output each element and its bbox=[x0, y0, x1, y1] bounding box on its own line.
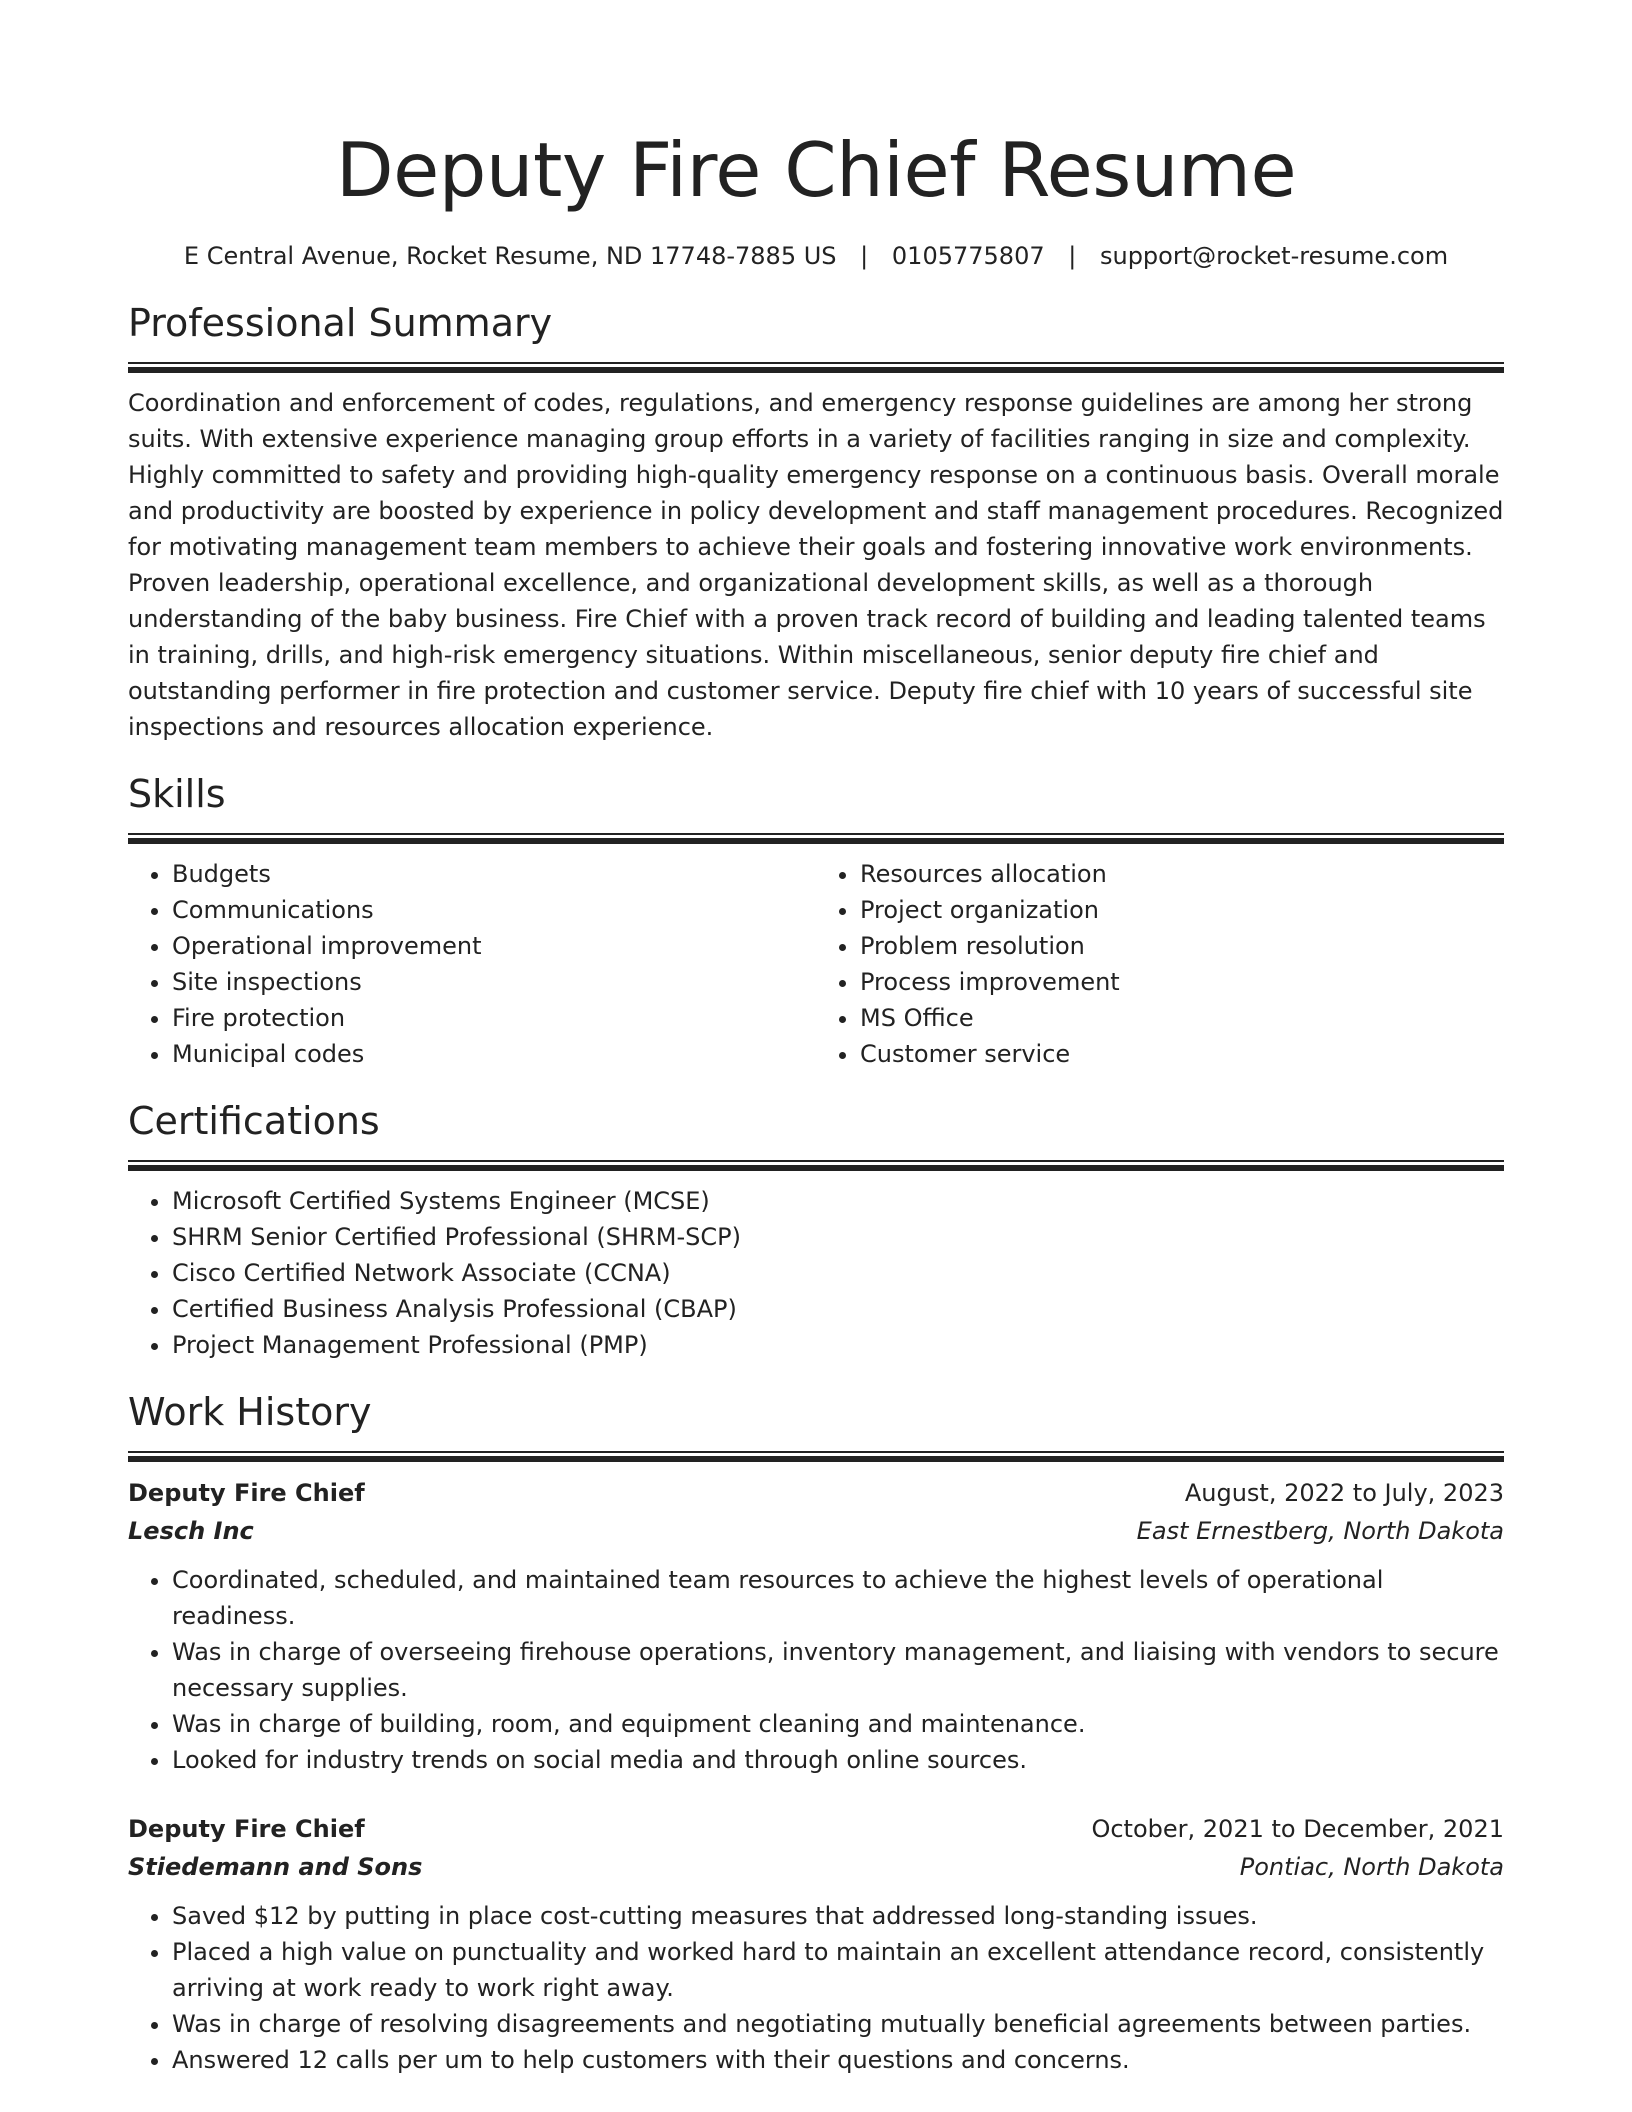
skill-item: • Process improvement bbox=[860, 964, 1504, 1000]
job-entry bbox=[128, 1810, 1504, 2078]
job-duty-item: • Placed a high value on punctuality and worked hard to maintain an excellent attendance record, consistently arriving at work ready to work right away. bbox=[172, 1934, 1504, 2006]
job-location: East Ernestberg, North Dakota bbox=[1136, 1517, 1504, 1545]
job-dates: October, 2021 to December, 2021 bbox=[1091, 1815, 1504, 1843]
section-divider bbox=[128, 362, 1504, 373]
work-history-heading: Work History bbox=[128, 1390, 372, 1434]
contact-address: E Central Avenue, Rocket Resume, ND 17748-7885 US bbox=[183, 242, 837, 270]
certification-item: • SHRM Senior Certified Professional (SHRM-SCP) bbox=[172, 1219, 1504, 1255]
job-duty-item: • Saved $12 by putting in place cost-cutting measures that addressed long-standing issues. bbox=[172, 1898, 1504, 1934]
contact-phone: 0105775807 bbox=[891, 242, 1045, 270]
contact-separator: | bbox=[860, 242, 869, 270]
job-duty-item: • Was in charge of building, room, and equipment cleaning and maintenance. bbox=[172, 1706, 1504, 1742]
job-title: Deputy Fire Chief bbox=[128, 1815, 365, 1843]
resume-title: Deputy Fire Chief Resume bbox=[335, 126, 1297, 214]
summary-section bbox=[128, 296, 1504, 745]
skill-item: • Fire protection bbox=[172, 1000, 816, 1036]
certification-item: • Microsoft Certified Systems Engineer (MCSE) bbox=[172, 1183, 1504, 1219]
certifications-section bbox=[128, 1094, 1504, 1363]
job-duty-item: • Coordinated, scheduled, and maintained team resources to achieve the highest levels of operational readiness. bbox=[172, 1562, 1504, 1634]
job-location: Pontiac, North Dakota bbox=[1239, 1853, 1504, 1881]
certifications-heading: Certifications bbox=[128, 1099, 380, 1143]
skill-item: • Site inspections bbox=[172, 964, 816, 1000]
skill-item: • Problem resolution bbox=[860, 928, 1504, 964]
summary-text: Coordination and enforcement of codes, regulations, and emergency response guidelines are among her strong suits. With extensive experience managing group efforts in a variety of facilities ranging in size and complexity. Highly committed to safety and providing high-quality emergency response on a continuous basis. Overall morale and productivity are boosted by experience in policy development and staff management procedures. Recognized for motivating management team members to achieve their goals and fostering innovative work environments. Proven leadership, operational excellence, and organizational development skills, as well as a thorough understanding of the baby business. Fire Chief with a proven track record of building and leading talented teams in training, drills, and high-risk emergency situations. Within miscellaneous, senior deputy fire chief and outstanding performer in fire protection and customer service. Deputy fire chief with 10 years of successful site inspections and resources allocation experience. bbox=[128, 389, 1504, 741]
skills-list-left bbox=[128, 856, 816, 1072]
skill-item: • Resources allocation bbox=[860, 856, 1504, 892]
job-duty-item: • Looked for industry trends on social media and through online sources. bbox=[172, 1742, 1504, 1778]
contact-separator: | bbox=[1068, 242, 1077, 270]
skills-heading: Skills bbox=[128, 772, 226, 816]
contact-line bbox=[128, 238, 1504, 274]
certification-item: • Project Management Professional (PMP) bbox=[172, 1327, 1504, 1363]
job-duty-item: • Was in charge of overseeing firehouse operations, inventory management, and liaising with vendors to secure necessary supplies. bbox=[172, 1634, 1504, 1706]
certification-item: • Cisco Certified Network Associate (CCNA) bbox=[172, 1255, 1504, 1291]
contact-email: support@rocket-resume.com bbox=[1099, 242, 1449, 270]
job-duty-item: • Was in charge of resolving disagreements and negotiating mutually beneficial agreements between parties. bbox=[172, 2006, 1504, 2042]
section-divider bbox=[128, 833, 1504, 844]
section-divider bbox=[128, 1160, 1504, 1171]
section-divider bbox=[128, 1451, 1504, 1462]
skill-item: • Customer service bbox=[860, 1036, 1504, 1072]
certifications-list bbox=[128, 1183, 1504, 1363]
skill-item: • Budgets bbox=[172, 856, 816, 892]
job-entry bbox=[128, 1474, 1504, 1778]
certification-item: • Certified Business Analysis Professional (CBAP) bbox=[172, 1291, 1504, 1327]
skill-item: • Project organization bbox=[860, 892, 1504, 928]
skills-section bbox=[128, 767, 1504, 1072]
skill-item: • Communications bbox=[172, 892, 816, 928]
job-dates: August, 2022 to July, 2023 bbox=[1184, 1479, 1504, 1507]
skills-grid bbox=[128, 856, 1504, 1072]
work-history-section bbox=[128, 1385, 1504, 2078]
skill-item: • Operational improvement bbox=[172, 928, 816, 964]
job-duties-list bbox=[128, 1898, 1504, 2078]
skill-item: • MS Office bbox=[860, 1000, 1504, 1036]
job-title: Deputy Fire Chief bbox=[128, 1479, 365, 1507]
job-duty-item: • Answered 12 calls per um to help customers with their questions and concerns. bbox=[172, 2042, 1504, 2078]
summary-heading: Professional Summary bbox=[128, 301, 553, 345]
job-company: Stiedemann and Sons bbox=[128, 1853, 423, 1881]
skills-list-right bbox=[816, 856, 1504, 1072]
job-duties-list bbox=[128, 1562, 1504, 1778]
job-company: Lesch Inc bbox=[128, 1517, 254, 1545]
skill-item: • Municipal codes bbox=[172, 1036, 816, 1072]
